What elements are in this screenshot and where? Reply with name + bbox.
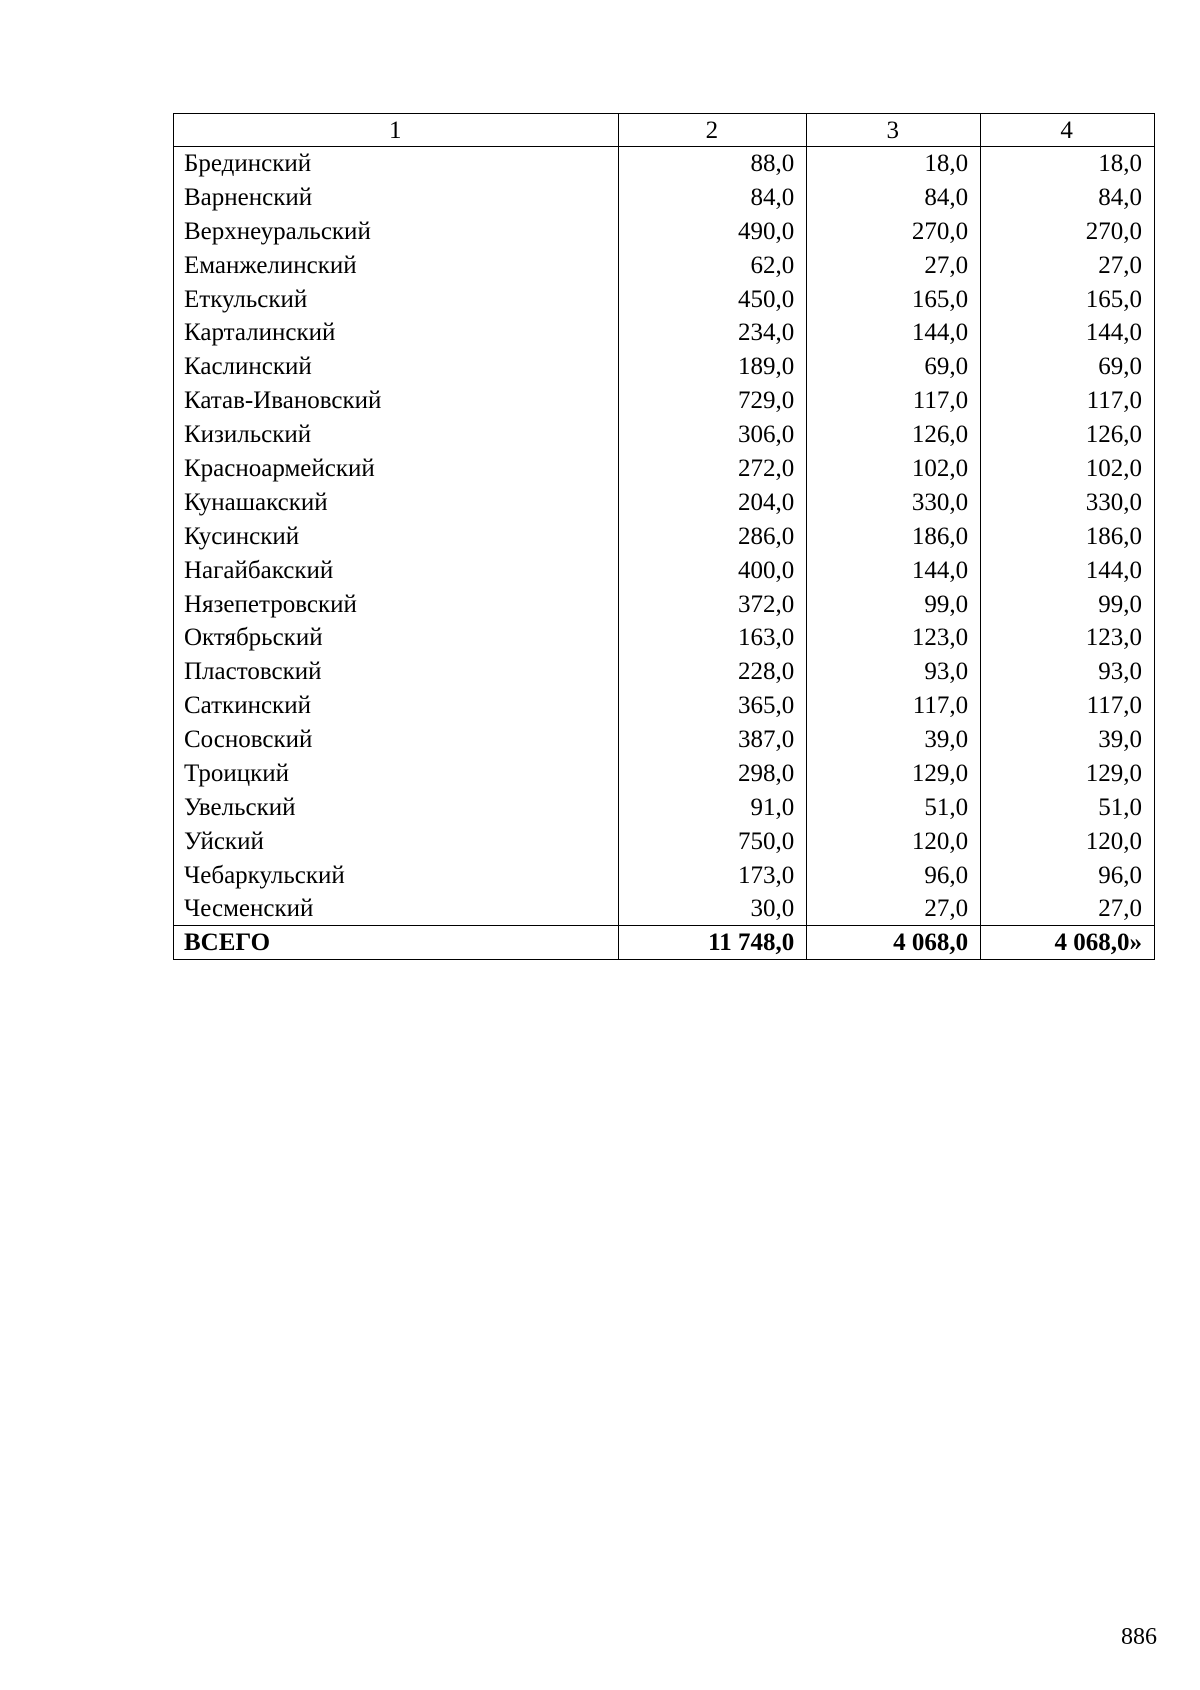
value-col2-cell: 91,0 — [619, 790, 807, 824]
value-col2-cell: 204,0 — [619, 485, 807, 519]
table-row — [174, 485, 1155, 519]
table-row — [174, 519, 1155, 553]
value-col3-cell: 99,0 — [807, 587, 981, 621]
district-name-cell: Уйский — [174, 824, 619, 858]
value-col4-cell: 126,0 — [981, 418, 1155, 452]
district-name-cell: Красноармейский — [174, 452, 619, 486]
value-col2-cell: 729,0 — [619, 384, 807, 418]
value-col4-cell: 117,0 — [981, 689, 1155, 723]
value-col2-cell: 306,0 — [619, 418, 807, 452]
value-col4-cell: 51,0 — [981, 790, 1155, 824]
total-label-cell: ВСЕГО — [174, 926, 619, 960]
total-col2-cell: 11 748,0 — [619, 926, 807, 960]
district-name-cell: Увельский — [174, 790, 619, 824]
district-name-cell: Чесменский — [174, 892, 619, 926]
table-row — [174, 282, 1155, 316]
value-col3-cell: 96,0 — [807, 858, 981, 892]
value-col4-cell: 120,0 — [981, 824, 1155, 858]
value-col2-cell: 84,0 — [619, 180, 807, 214]
value-col3-cell: 117,0 — [807, 689, 981, 723]
value-col4-cell: 93,0 — [981, 655, 1155, 689]
value-col3-cell: 93,0 — [807, 655, 981, 689]
value-col2-cell: 365,0 — [619, 689, 807, 723]
value-col3-cell: 330,0 — [807, 485, 981, 519]
district-name-cell: Нязепетровский — [174, 587, 619, 621]
table-row — [174, 621, 1155, 655]
table-row — [174, 723, 1155, 757]
district-name-cell: Сосновский — [174, 723, 619, 757]
district-name-cell: Карталинский — [174, 316, 619, 350]
table-row — [174, 892, 1155, 926]
value-col3-cell: 27,0 — [807, 248, 981, 282]
value-col3-cell: 39,0 — [807, 723, 981, 757]
district-name-cell: Октябрьский — [174, 621, 619, 655]
table-row — [174, 214, 1155, 248]
table-row — [174, 757, 1155, 791]
table-row — [174, 655, 1155, 689]
table-row — [174, 180, 1155, 214]
value-col2-cell: 173,0 — [619, 858, 807, 892]
value-col2-cell: 298,0 — [619, 757, 807, 791]
district-name-cell: Верхнеуральский — [174, 214, 619, 248]
table-row — [174, 790, 1155, 824]
header-cell-1: 1 — [174, 114, 619, 147]
value-col4-cell: 27,0 — [981, 892, 1155, 926]
value-col4-cell: 330,0 — [981, 485, 1155, 519]
value-col3-cell: 120,0 — [807, 824, 981, 858]
value-col2-cell: 228,0 — [619, 655, 807, 689]
value-col4-cell: 27,0 — [981, 248, 1155, 282]
table-row — [174, 452, 1155, 486]
total-col3-cell: 4 068,0 — [807, 926, 981, 960]
district-name-cell: Кизильский — [174, 418, 619, 452]
value-col4-cell: 117,0 — [981, 384, 1155, 418]
value-col2-cell: 400,0 — [619, 553, 807, 587]
value-col4-cell: 102,0 — [981, 452, 1155, 486]
value-col4-cell: 144,0 — [981, 553, 1155, 587]
district-name-cell: Катав-Ивановский — [174, 384, 619, 418]
district-name-cell: Пластовский — [174, 655, 619, 689]
value-col4-cell: 99,0 — [981, 587, 1155, 621]
value-col2-cell: 490,0 — [619, 214, 807, 248]
table-row — [174, 587, 1155, 621]
district-name-cell: Брединский — [174, 147, 619, 181]
district-name-cell: Варненский — [174, 180, 619, 214]
value-col4-cell: 165,0 — [981, 282, 1155, 316]
header-cell-2: 2 — [619, 114, 807, 147]
value-col4-cell: 186,0 — [981, 519, 1155, 553]
value-col3-cell: 186,0 — [807, 519, 981, 553]
total-row — [174, 926, 1155, 960]
value-col2-cell: 88,0 — [619, 147, 807, 181]
value-col2-cell: 234,0 — [619, 316, 807, 350]
table-row — [174, 147, 1155, 181]
district-name-cell: Каслинский — [174, 350, 619, 384]
table-body — [174, 114, 1155, 960]
table-row — [174, 316, 1155, 350]
value-col2-cell: 272,0 — [619, 452, 807, 486]
district-name-cell: Еткульский — [174, 282, 619, 316]
data-table — [173, 113, 1155, 960]
value-col3-cell: 117,0 — [807, 384, 981, 418]
district-name-cell: Кусинский — [174, 519, 619, 553]
value-col2-cell: 163,0 — [619, 621, 807, 655]
value-col3-cell: 144,0 — [807, 553, 981, 587]
value-col2-cell: 30,0 — [619, 892, 807, 926]
value-col2-cell: 387,0 — [619, 723, 807, 757]
value-col4-cell: 39,0 — [981, 723, 1155, 757]
district-name-cell: Нагайбакский — [174, 553, 619, 587]
header-cell-4: 4 — [981, 114, 1155, 147]
value-col2-cell: 750,0 — [619, 824, 807, 858]
value-col3-cell: 27,0 — [807, 892, 981, 926]
header-cell-3: 3 — [807, 114, 981, 147]
value-col3-cell: 102,0 — [807, 452, 981, 486]
header-row — [174, 114, 1155, 147]
value-col4-cell: 84,0 — [981, 180, 1155, 214]
value-col4-cell: 129,0 — [981, 757, 1155, 791]
page-number: 886 — [1121, 1624, 1157, 1650]
table-row — [174, 689, 1155, 723]
value-col3-cell: 126,0 — [807, 418, 981, 452]
value-col2-cell: 372,0 — [619, 587, 807, 621]
value-col2-cell: 286,0 — [619, 519, 807, 553]
value-col2-cell: 62,0 — [619, 248, 807, 282]
value-col4-cell: 69,0 — [981, 350, 1155, 384]
district-name-cell: Чебаркульский — [174, 858, 619, 892]
total-col4-cell: 4 068,0» — [981, 926, 1155, 960]
value-col2-cell: 450,0 — [619, 282, 807, 316]
value-col2-cell: 189,0 — [619, 350, 807, 384]
table-row — [174, 824, 1155, 858]
value-col3-cell: 18,0 — [807, 147, 981, 181]
district-name-cell: Саткинский — [174, 689, 619, 723]
value-col4-cell: 18,0 — [981, 147, 1155, 181]
district-name-cell: Кунашакский — [174, 485, 619, 519]
value-col3-cell: 129,0 — [807, 757, 981, 791]
value-col4-cell: 270,0 — [981, 214, 1155, 248]
value-col4-cell: 96,0 — [981, 858, 1155, 892]
value-col3-cell: 165,0 — [807, 282, 981, 316]
table-row — [174, 248, 1155, 282]
district-name-cell: Еманжелинский — [174, 248, 619, 282]
value-col3-cell: 51,0 — [807, 790, 981, 824]
value-col3-cell: 84,0 — [807, 180, 981, 214]
value-col4-cell: 144,0 — [981, 316, 1155, 350]
value-col3-cell: 270,0 — [807, 214, 981, 248]
district-name-cell: Троицкий — [174, 757, 619, 791]
table-row — [174, 350, 1155, 384]
value-col3-cell: 123,0 — [807, 621, 981, 655]
table-row — [174, 858, 1155, 892]
value-col4-cell: 123,0 — [981, 621, 1155, 655]
table-row — [174, 553, 1155, 587]
table-row — [174, 418, 1155, 452]
value-col3-cell: 69,0 — [807, 350, 981, 384]
value-col3-cell: 144,0 — [807, 316, 981, 350]
table-row — [174, 384, 1155, 418]
